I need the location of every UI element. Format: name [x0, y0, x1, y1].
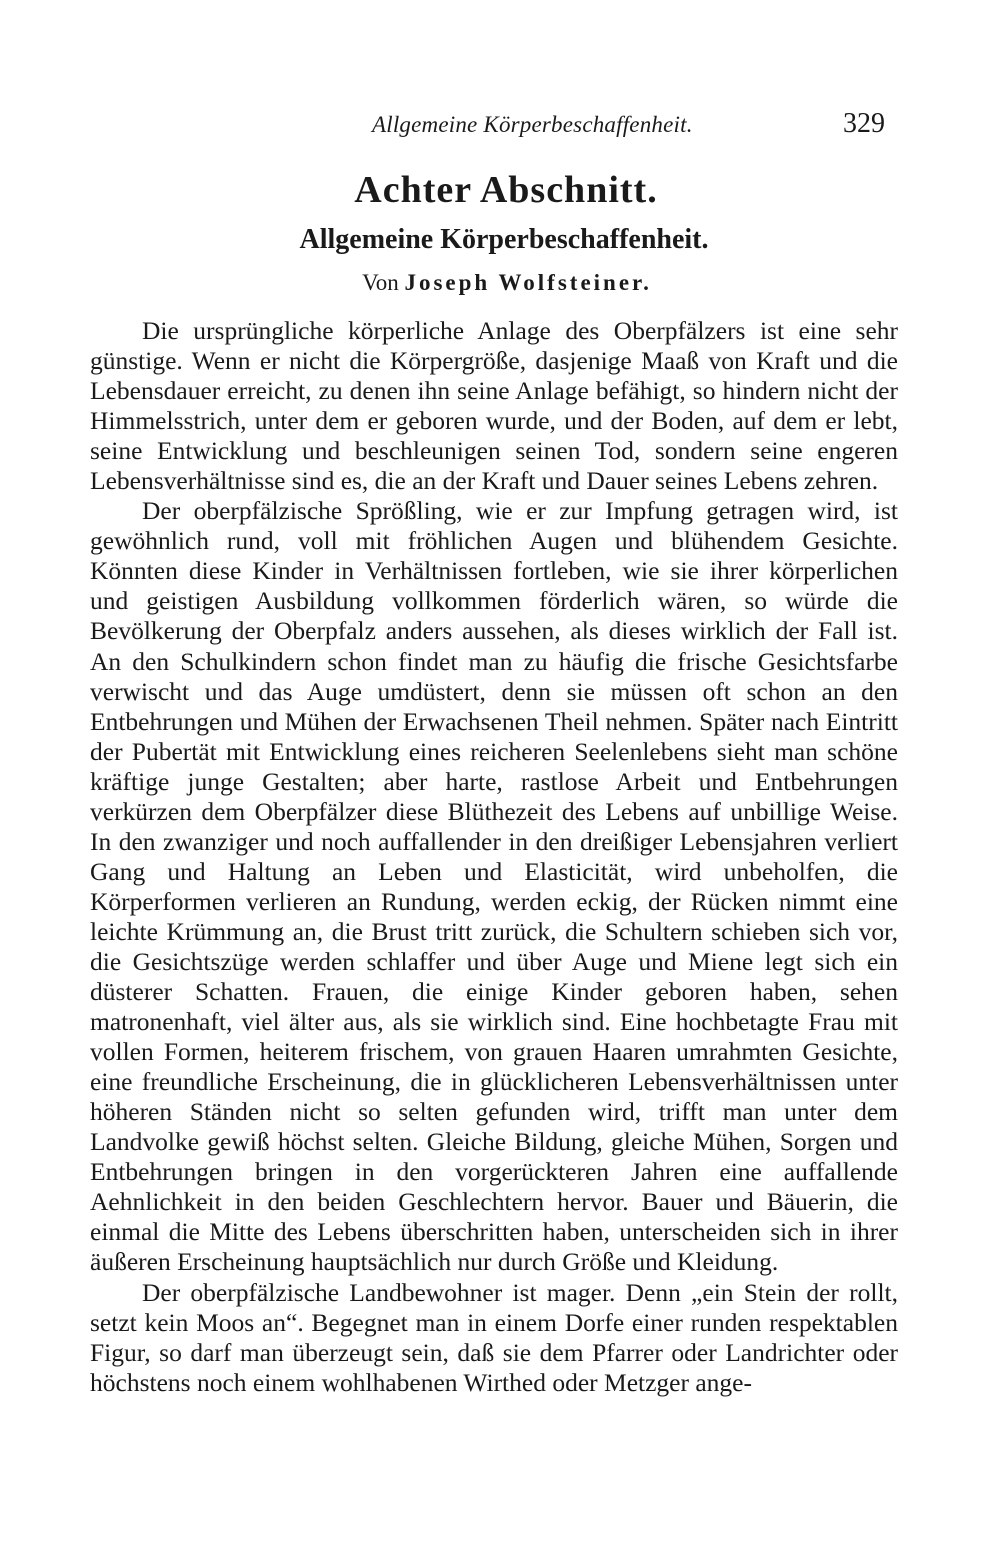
running-title: Allgemeine Körperbeschaffenheit.	[372, 112, 693, 137]
page-number: 329	[843, 108, 885, 139]
running-header	[0, 108, 1000, 146]
paragraph-1: Die ursprüngliche körperliche Anlage des Oberpfälzers ist eine sehr günstige. Wenn er nicht die Körpergröße, dasjenige Maaß von Kraft und die Lebensdauer erreicht, zu denen ihn seine Anlage befähigt, so hindern nicht der Himmelsstrich, unter dem er geboren wurde, und der Boden, auf dem er lebt, seine Entwicklung und beschleunigen seinen Tod, sondern seine engeren Lebensverhältnisse sind es, die an der Kraft und Dauer seines Lebens zehren.	[90, 316, 898, 496]
body-text	[90, 316, 898, 1398]
paragraph-2: Der oberpfälzische Sprößling, wie er zur Impfung getragen wird, ist gewöhnlich rund, voll mit fröhlichen Augen und blühendem Gesichte. Könnten diese Kinder in Verhältnissen fortleben, wie sie ihrer körperlichen und geistigen Ausbildung vollkommen förderlich wären, so würde die Bevölkerung der Oberpfalz anders aussehen, als dieses wirklich der Fall ist. An den Schulkindern schon findet man zu häufig die frische Gesichtsfarbe verwischt und das Auge umdüstert, denn sie müssen oft schon an den Entbehrungen und Mühen der Erwachsenen Theil nehmen. Später nach Eintritt der Pubertät mit Entwicklung eines reicheren Seelenlebens sieht man schöne kräftige junge Gestalten; aber harte, rastlose Arbeit und Entbehrungen verkürzen dem Oberpfälzer diese Blüthezeit des Lebens auf unbillige Weise. In den zwanziger und noch auffallender in den dreißiger Lebensjahren verliert Gang und Haltung an Leben und Elasticität, wird unbeholfen, die Körperformen verlieren an Rundung, werden eckig, der Rücken nimmt eine leichte Krümmung an, die Brust tritt zurück, die Schultern schieben sich vor, die Gesichtszüge werden schlaffer und über Auge und Miene legt sich ein düsterer Schatten. Frauen, die einige Kinder geboren haben, sehen matronenhaft, viel älter aus, als sie wirklich sind. Eine hochbetagte Frau mit vollen Formen, heiterem frischem, von grauen Haaren umrahmten Gesichte, eine freundliche Erscheinung, die in glücklicheren Lebensverhältnissen unter höheren Ständen nicht so selten gefunden wird, trifft man unter dem Landvolke gewiß höchst selten. Gleiche Bildung, gleiche Mühen, Sorgen und Entbehrungen bringen in den vorgerückteren Jahren eine auffallende Aehnlichkeit in den beiden Geschlechtern hervor. Bauer und Bäuerin, die einmal die Mitte des Lebens überschritten haben, unterscheiden sich in ihrer äußeren Erscheinung hauptsächlich nur durch Größe und Kleidung.	[90, 496, 898, 1277]
author-prefix: Von	[362, 270, 399, 295]
author-line	[0, 270, 1000, 296]
author-name: Joseph Wolfsteiner.	[404, 270, 652, 295]
section-subtitle: Allgemeine Körperbeschaffenheit.	[299, 224, 709, 255]
section-title: Achter Abschnitt.	[354, 169, 658, 211]
paragraph-3: Der oberpfälzische Landbewohner ist mager. Denn „ein Stein der rollt, setzt kein Moos an“. Begegnet man in einem Dorfe einer runden respektablen Figur, so darf man überzeugt sein, daß sie dem Pfarrer oder Landrichter oder höchstens noch einem wohlhabenen Wirthed oder Metzger ange-	[90, 1277, 898, 1397]
